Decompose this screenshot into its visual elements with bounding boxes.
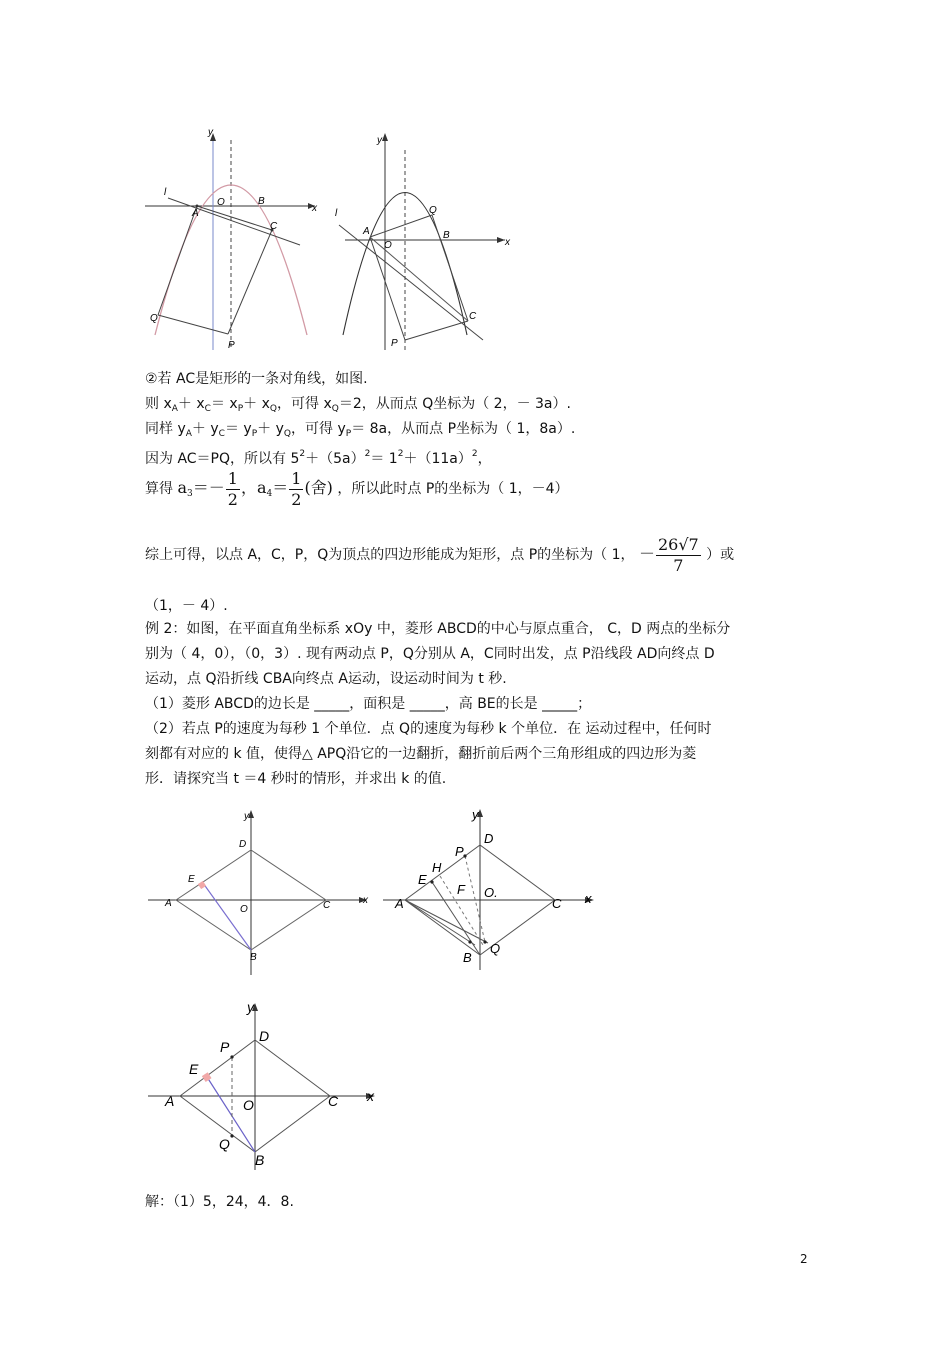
fig1-label-O: O (217, 197, 225, 208)
fig5-label-D: D (259, 1028, 270, 1044)
fig3-label-C: C (323, 900, 331, 911)
fig3-label-E: E (188, 874, 195, 885)
text-line-13: 刻都有对应的 k 值，使得△ APQ沿它的一边翻折，翻折前后两个三角形组成的四边形为菱 (145, 746, 697, 762)
fig1-label-y: y (208, 127, 213, 138)
fig4-label-H: H (432, 860, 442, 875)
fig1-label-P: P (228, 340, 235, 351)
fraction-2: $\frac{1}{2}$ (291, 468, 302, 509)
text-line-12: （2）若点 P的速度为每秒 1 个单位．点 Q的速度为每秒 k 个单位．在 运动过程中，任何时 (145, 721, 712, 737)
fig1-label-C: C (270, 221, 278, 232)
fig3-label-D: D (239, 839, 247, 850)
fig5-label-P: P (220, 1039, 230, 1055)
text-line-14: 形．请探究当 t ＝4 秒时的情形，并求出 k 的值. (145, 771, 447, 787)
fig2-label-P: P (391, 338, 398, 349)
page-number: 2 (800, 1252, 808, 1266)
fraction-1: $\frac{1}{2}$ (227, 468, 238, 509)
fig5-label-B: B (255, 1152, 265, 1168)
fig2-label-Q: Q (429, 205, 437, 216)
text-line-6: 综上可得，以点 A，C，P，Q为顶点的四边形能成为矩形，点 P的坐标为（ 1， － $\frac{26√7}{7}$ ）或 (145, 534, 735, 575)
fig4-label-x: x (585, 891, 592, 906)
fig2-label-O: O (384, 240, 392, 251)
text-line-9: 别为（ 4，0），（0，3）. 现有两动点 P，Q分别从 A，C同时出发，点 P沿线段 AD向终点 D (145, 646, 715, 662)
fig4-label-C: C (552, 896, 562, 911)
fig2-label-x: x (505, 237, 510, 248)
fig4-label-Q: Q (490, 941, 501, 956)
fig2-label-B: B (443, 230, 450, 241)
fig2-label-l: l (335, 208, 338, 219)
figure-parabola-rectangle-1 (140, 125, 325, 355)
fig3-label-A: A (165, 898, 172, 909)
figure-rhombus-2 (380, 805, 605, 975)
fig3-label-x: x (363, 895, 368, 906)
fig3-label-B: B (250, 952, 257, 963)
text-line-10: 运动，点 Q沿折线 CBA向终点 A运动，设运动时间为 t 秒. (145, 671, 507, 687)
fig1-label-A: A (192, 208, 199, 219)
fig4-label-B: B (463, 950, 472, 965)
fig4-label-E: E (418, 872, 427, 887)
fig4-label-D: D (484, 831, 494, 846)
figure-rhombus-1 (145, 805, 380, 975)
fig5-label-O: O (243, 1097, 254, 1113)
fig4-label-F: F (457, 882, 465, 897)
text-line-8: 例 2：如图，在平面直角坐标系 xOy 中，菱形 ABCD的中心与原点重合， C，D 两点的坐标分 (145, 621, 731, 637)
fig3-label-O: O (240, 904, 248, 915)
figure-rhombus-3 (145, 995, 390, 1170)
text-line-2: 则 $x_A+ x_C= x_P+ x_Q$，可得 $x_Q=2$，从而点 Q坐标为（ 2，－ 3a）. (145, 396, 571, 414)
fig5-label-E: E (189, 1061, 199, 1077)
fig5-label-C: C (328, 1093, 339, 1109)
text-line-15: 解：（1）5，24，4．8. (145, 1194, 294, 1210)
text-line-4: 因为 AC＝PQ，所以有 $5^2+(5a)^2= 1^2+(11a)^2$， (145, 449, 492, 467)
fig4-label-O: O. (484, 885, 498, 900)
text-line-5: 算得 $a_3=-$ $\frac{1}{2}$ ，$a_4=$ $\frac{1}{2}$ (舍) ，所以此时点 P的坐标为（ 1，－4） (145, 468, 569, 509)
fig2-label-y: y (377, 135, 382, 146)
text-line-7: （1，－ 4）. (145, 598, 228, 614)
text-line-11: （1）菱形 ABCD的边长是 _____，面积是 _____，高 BE的长是 _____； (145, 696, 592, 712)
fig1-label-x: x (312, 203, 317, 214)
fig5-label-x: x (367, 1088, 374, 1104)
fig1-label-Q: Q (150, 313, 158, 324)
figure-parabola-rectangle-2 (325, 125, 520, 355)
fig5-label-A: A (165, 1093, 175, 1109)
fig5-label-y: y (247, 999, 254, 1015)
text-line-3: 同样 $y_A+ y_C= y_P+ y_Q$，可得 $y_P= 8a$，从而点 P坐标为（ 1，8a）. (145, 421, 576, 439)
fig4-label-A: A (395, 896, 404, 911)
fig2-label-C: C (469, 311, 477, 322)
fig1-label-l: l (164, 187, 167, 198)
fig5-label-Q: Q (219, 1136, 230, 1152)
fig3-label-y: y (244, 811, 249, 822)
fig1-label-B: B (258, 196, 265, 207)
text-line-1: ②若 AC是矩形的一条对角线，如图. (145, 371, 368, 387)
fraction-3: $\frac{26√7}{7}$ (657, 534, 699, 575)
fig2-label-A: A (363, 226, 370, 237)
fig4-label-P: P (455, 844, 464, 859)
fig4-label-y: y (472, 807, 479, 822)
